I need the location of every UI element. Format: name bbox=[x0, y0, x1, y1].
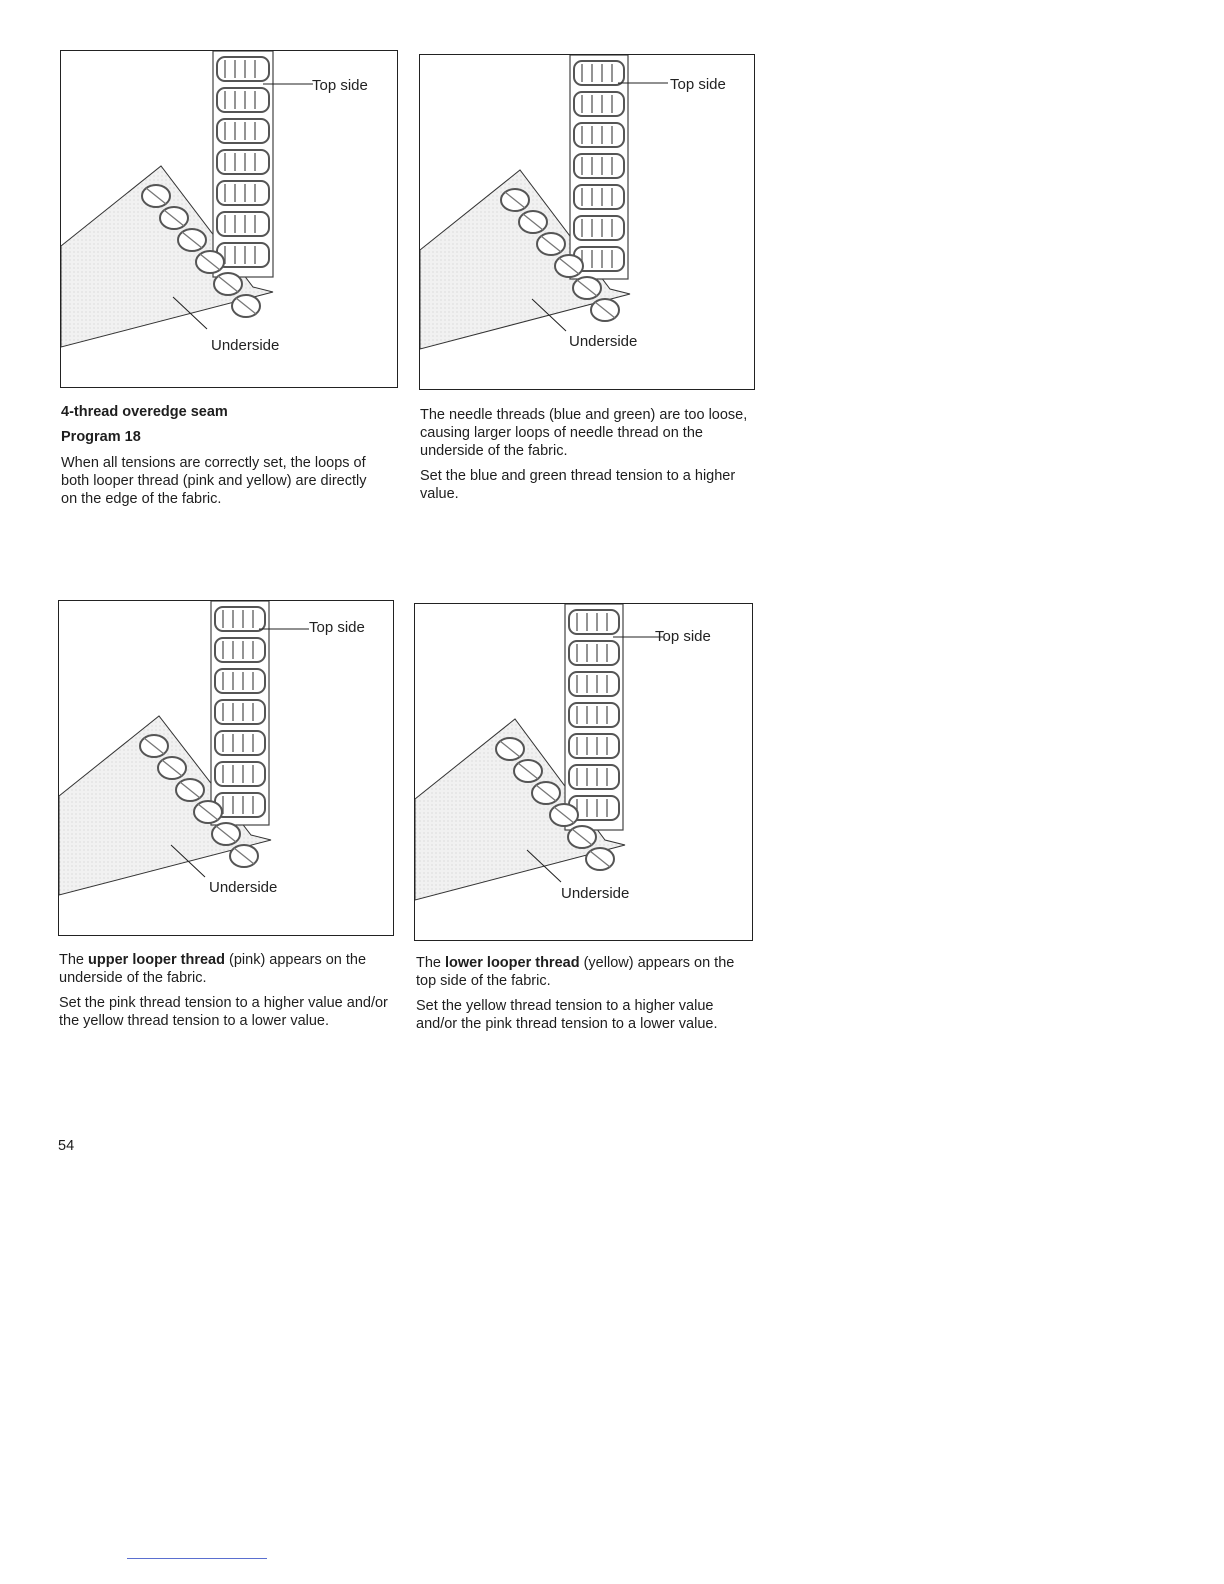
caption-text: The lower looper thread (yellow) appears on the top side of the fabric. bbox=[416, 955, 735, 989]
figure-correct-tension bbox=[60, 50, 398, 388]
underside-label: Underside bbox=[561, 885, 630, 902]
caption-upper-looper bbox=[59, 951, 394, 1037]
seam-title: 4-thread overedge seam bbox=[61, 404, 228, 420]
caption-text: When all tensions are correctly set, the loops of both looper thread (pink and yellow) are directly on the edge of the fabric. bbox=[61, 455, 367, 507]
figure-upper-looper-underside bbox=[58, 600, 394, 936]
underside-label: Underside bbox=[569, 333, 638, 350]
underside-label: Underside bbox=[211, 337, 280, 354]
page-number: 54 bbox=[58, 1138, 75, 1154]
top-side-label: Top side bbox=[670, 76, 726, 93]
caption-text: The upper looper thread (pink) appears on the underside of the fabric. bbox=[59, 952, 367, 986]
caption-text: The needle threads (blue and green) are too loose, causing larger loops of needle thread on the underside of the fabric. bbox=[420, 407, 748, 459]
seam-strip bbox=[570, 55, 628, 279]
seam-strip bbox=[211, 601, 269, 825]
top-side-label: Top side bbox=[655, 628, 711, 645]
top-side-label: Top side bbox=[312, 77, 368, 94]
figure-lower-looper-topside bbox=[414, 603, 753, 941]
figure-needle-threads-loose bbox=[419, 54, 755, 390]
caption-instruction: Set the blue and green thread tension to a higher value. bbox=[420, 468, 736, 502]
underside-label: Underside bbox=[209, 879, 278, 896]
term-upper-looper-thread: upper looper thread bbox=[88, 952, 225, 968]
caption-needle-threads bbox=[420, 406, 755, 510]
footer-rule bbox=[127, 1558, 267, 1559]
term-lower-looper-thread: lower looper thread bbox=[445, 955, 580, 971]
top-side-label: Top side bbox=[309, 619, 365, 636]
caption-lower-looper bbox=[416, 954, 751, 1040]
caption-correct-tension bbox=[61, 403, 381, 515]
program-number: Program 18 bbox=[61, 429, 141, 445]
caption-instruction: Set the yellow thread tension to a higher value and/or the pink thread tension to a lower value. bbox=[416, 998, 718, 1032]
caption-instruction: Set the pink thread tension to a higher value and/or the yellow thread tension to a lower value. bbox=[59, 995, 388, 1029]
